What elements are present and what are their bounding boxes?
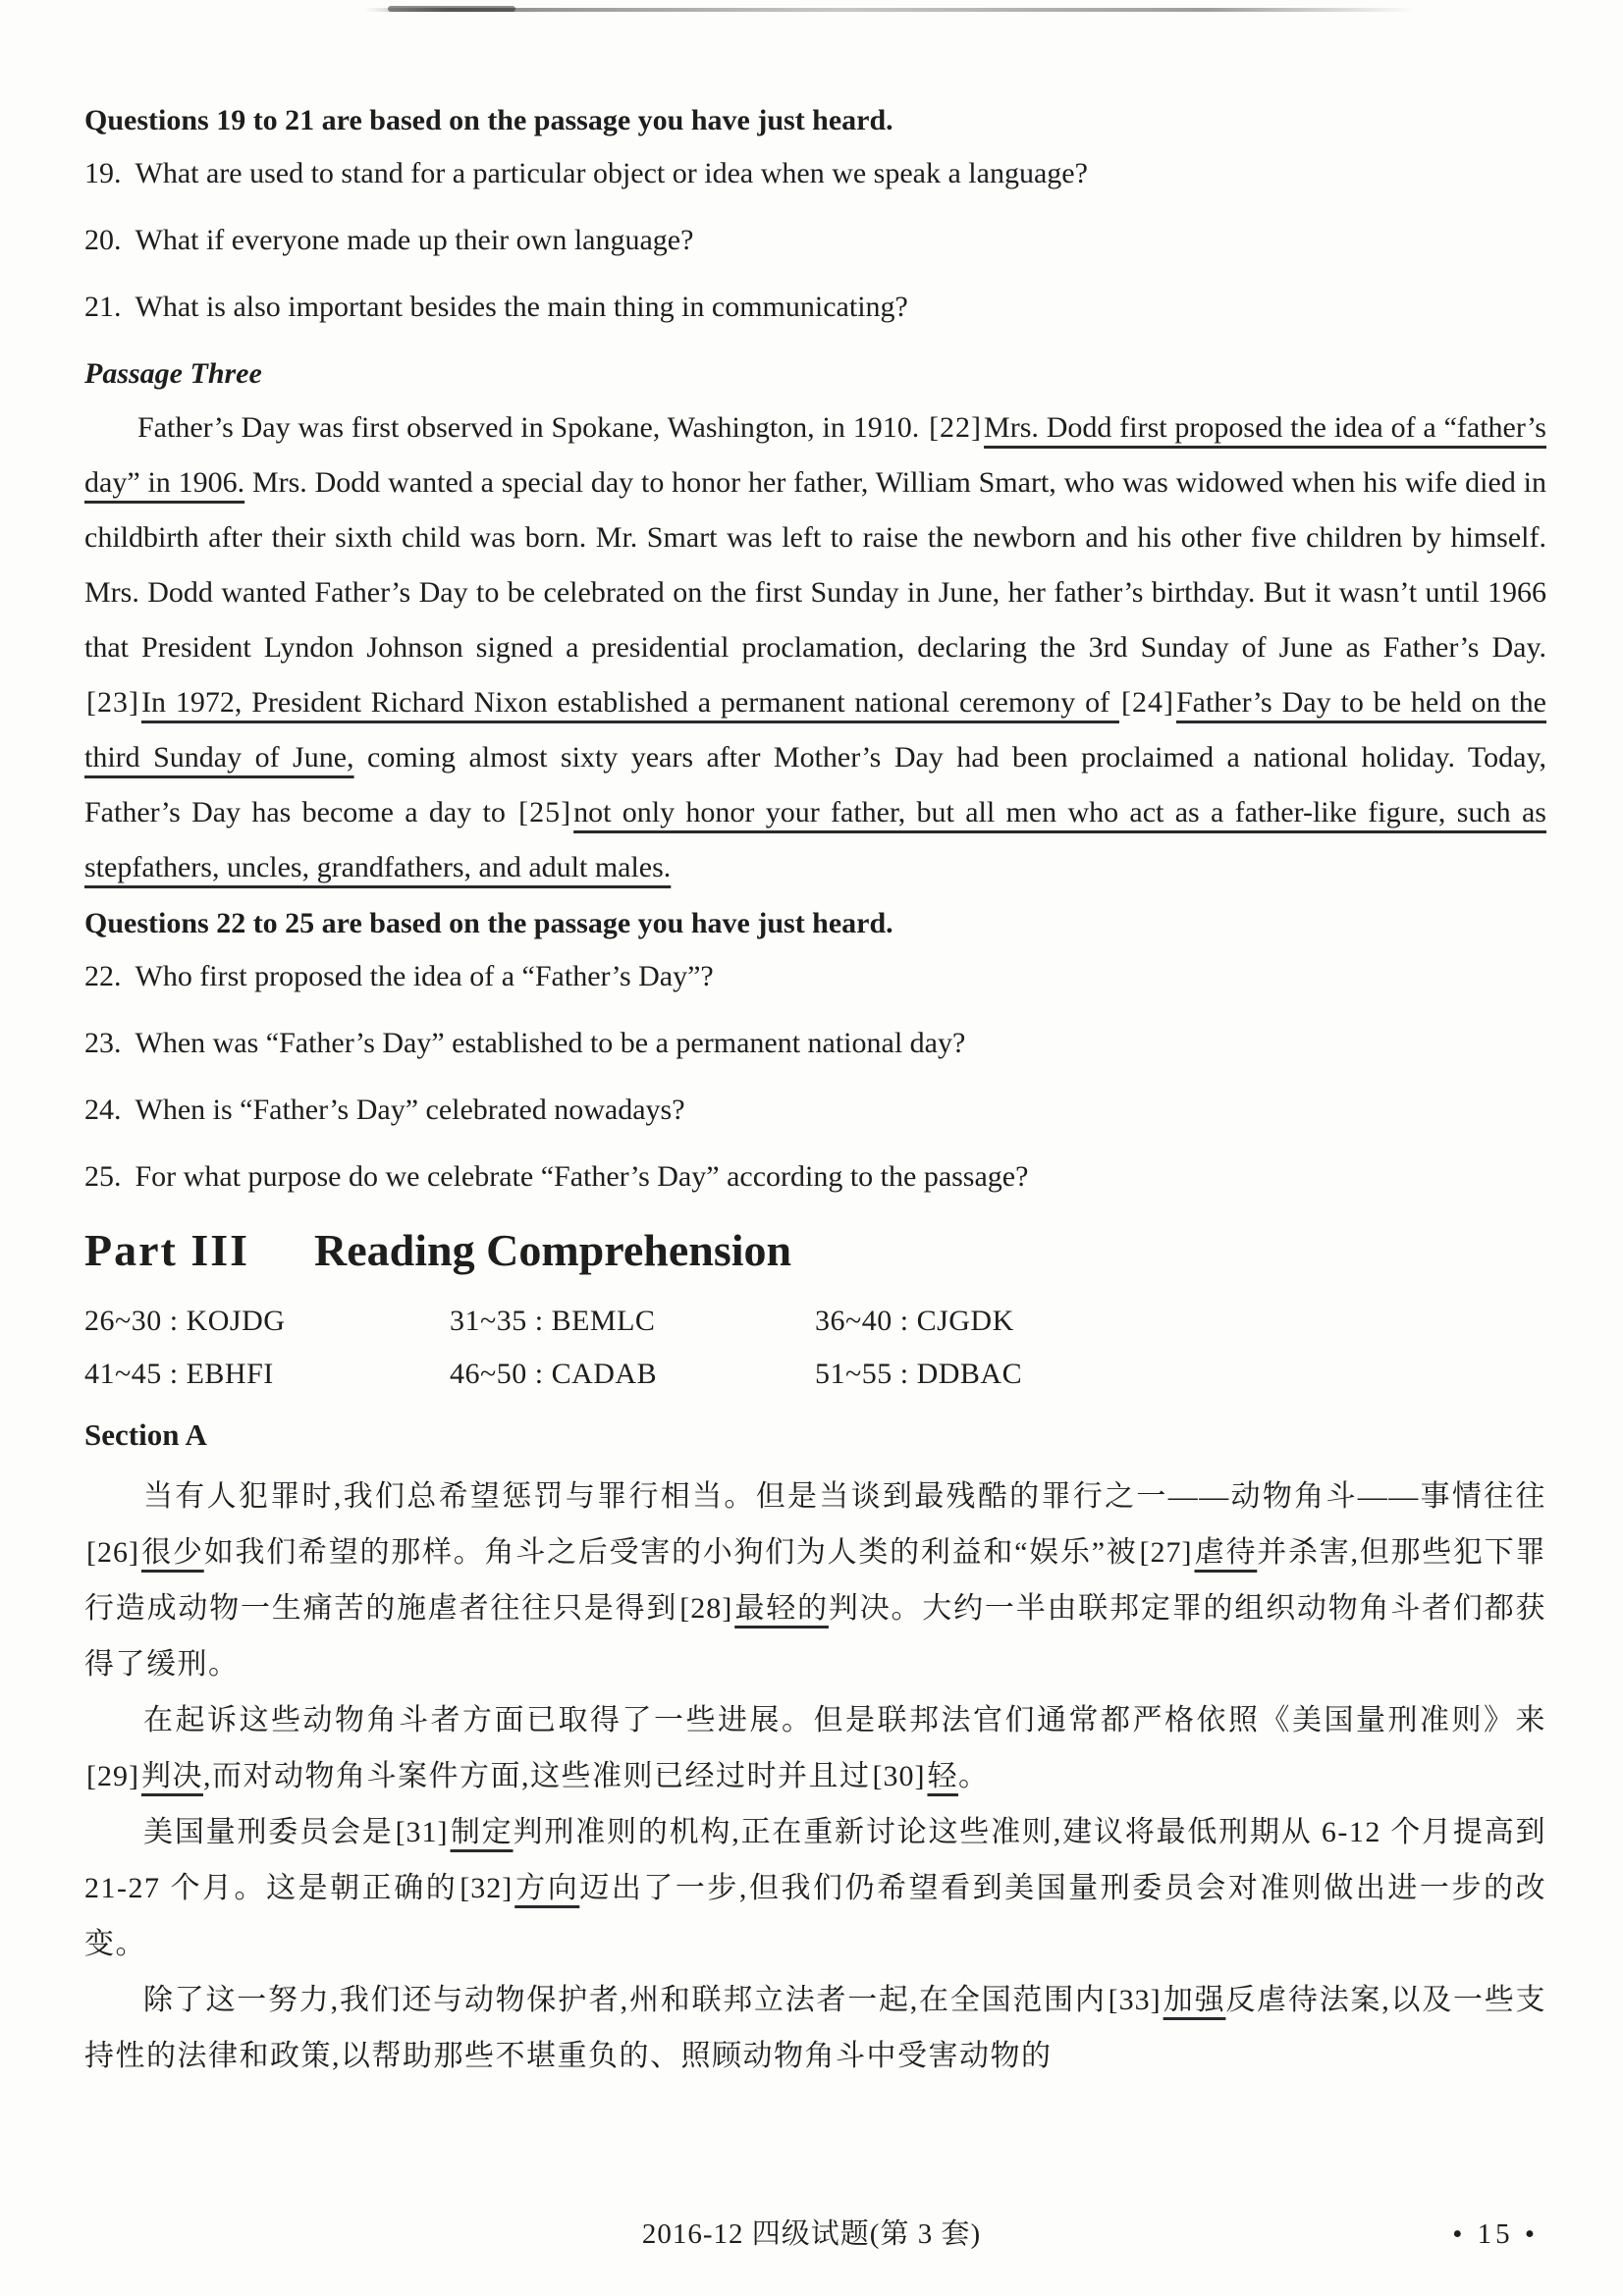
- question-22: [84, 958, 1546, 995]
- answer-key: 46~50 : CADAB: [450, 1358, 658, 1390]
- answer-key-row: [84, 1355, 1546, 1394]
- answer-key: 41~45 : EBHFI: [84, 1358, 274, 1390]
- text-segment: 判决。大约一半由联邦定罪的组织动物角斗者们都获得了缓刑。: [84, 1592, 1547, 1681]
- blank-number: [30]: [872, 1760, 926, 1792]
- footer-title: 2016-12 四级试题(第 3 套): [641, 2218, 982, 2250]
- passage-three-label: Passage Three: [84, 357, 262, 390]
- question-20: [84, 222, 1546, 259]
- answer-key: 26~30 : KOJDG: [84, 1305, 286, 1337]
- underlined-answer: Mrs. Dodd first proposed the idea of a “father’s day” in 1906.: [84, 411, 1546, 499]
- text-segment: 迈出了一步,但我们仍希望看到美国量刑委员会对准则做出进一步的改变。: [84, 1872, 1547, 1960]
- text-segment: 反虐待法案,以及一些支持性的法律和政策,以帮助那些不堪重负的、照顾动物角斗中受害动物的: [84, 1984, 1547, 2072]
- part3-title: [84, 1225, 1546, 1276]
- part3-name: Reading Comprehension: [314, 1225, 792, 1275]
- text-segment: 在起诉这些动物角斗者方面已取得了一些进展。但是联邦法官们通常都严格依照《美国量刑准则》来: [143, 1704, 1546, 1736]
- questions-22-25-heading: Questions 22 to 25 are based on the passage you have just heard.: [84, 907, 893, 939]
- blank-number: [31]: [395, 1816, 449, 1848]
- page-number: • 15 •: [1452, 2218, 1539, 2250]
- question-number: 23.: [84, 1027, 122, 1059]
- underlined-answer: not only honor your father, but all men who act as a father-like figure, such as stepfathers, uncles, grandfathers, and adult males.: [84, 796, 1546, 883]
- text-segment: 除了这一努力,我们还与动物保护者,州和联邦立法者一起,在全国范围内: [143, 1984, 1107, 2016]
- page-footer: [0, 2216, 1623, 2256]
- part3-label: Part III: [84, 1225, 250, 1275]
- blank-number: [28]: [679, 1592, 733, 1625]
- blank-number: [23]: [86, 686, 139, 719]
- blank-number: [26]: [86, 1536, 139, 1569]
- questions-19-21-heading: Questions 19 to 21 are based on the passage you have just heard.: [84, 104, 893, 136]
- question-number: 20.: [84, 224, 122, 256]
- text-segment: 并杀害,但那些犯下罪行造成动物一生痛苦的施虐者往往只是得到: [84, 1536, 1547, 1625]
- text-segment: 。: [957, 1760, 990, 1792]
- question-text: What is also important besides the main thing in communicating?: [135, 291, 908, 323]
- question-number: 25.: [84, 1160, 122, 1193]
- underlined-answer: 判决: [140, 1760, 203, 1792]
- question-24: [84, 1092, 1546, 1129]
- underlined-answer: 加强: [1163, 1984, 1226, 2016]
- text-segment: 判刑准则的机构,正在重新讨论这些准则,建议将最低刑期从 6-12 个月提高到 21-27 个月。这是朝正确的: [84, 1816, 1547, 1904]
- section-a-paragraph: [84, 1468, 1546, 1692]
- question-25: [84, 1158, 1546, 1196]
- text-segment: 当有人犯罪时,我们总希望惩罚与罪行相当。但是当谈到最残酷的罪行之一——动物角斗——事情往往: [143, 1480, 1546, 1513]
- question-number: 22.: [84, 960, 122, 992]
- question-21: [84, 289, 1546, 326]
- answer-key-block: [84, 1302, 1546, 1394]
- question-text: For what purpose do we celebrate “Father’s Day” according to the passage?: [135, 1160, 1029, 1193]
- question-19: [84, 155, 1546, 192]
- blank-number: [33]: [1108, 1984, 1162, 2016]
- underlined-answer: 制定: [450, 1816, 514, 1848]
- underlined-answer: 方向: [514, 1872, 580, 1904]
- underlined-answer: 很少: [140, 1536, 204, 1569]
- page-content: [84, 102, 1546, 2084]
- question-number: 24.: [84, 1094, 122, 1126]
- question-23: [84, 1025, 1546, 1062]
- section-a-label: Section A: [84, 1417, 207, 1452]
- text-segment: ,而对动物角斗案件方面,这些准则已经过时并且过: [202, 1760, 871, 1792]
- text-segment: Father’s Day was first observed in Spokane, Washington, in 1910.: [137, 411, 928, 444]
- answer-key: 31~35 : BEMLC: [450, 1305, 656, 1337]
- section-a-paragraph: [84, 1804, 1546, 1972]
- question-number: 21.: [84, 291, 122, 323]
- text-segment: 美国量刑委员会是: [143, 1816, 394, 1848]
- blank-number: [22]: [929, 411, 983, 444]
- section-a-paragraph: [84, 1972, 1546, 2084]
- question-text: What are used to stand for a particular object or idea when we speak a language?: [135, 157, 1088, 189]
- scan-artifact: [388, 6, 515, 12]
- question-text: Who first proposed the idea of a “Father’s Day”?: [135, 960, 714, 992]
- question-text: When was “Father’s Day” established to be a permanent national day?: [135, 1027, 966, 1059]
- question-text: What if everyone made up their own language?: [135, 224, 694, 256]
- question-text: When is “Father’s Day” celebrated nowadays?: [135, 1094, 685, 1126]
- blank-number: [29]: [86, 1760, 139, 1792]
- text-segment: Mrs. Dodd wanted a special day to honor her father, William Smart, who was widowed when his wife died in childbirth after their sixth child was born. Mr. Smart was left to raise the newborn and his other five children by himself. Mrs. Dodd wanted Father’s Day to be celebrated on the first Sunday in June, her father’s birthday. But it wasn’t until 1966 that President Lyndon Johnson signed a presidential proclamation, declaring the 3rd Sunday of June as Father’s Day.: [84, 466, 1546, 664]
- underlined-answer: 最轻的: [734, 1592, 829, 1625]
- scan-artifact: [365, 8, 1416, 12]
- blank-number: [25]: [518, 796, 572, 828]
- section-a-paragraph: [84, 1692, 1546, 1804]
- blank-number: [27]: [1139, 1536, 1193, 1569]
- answer-key: 51~55 : DDBAC: [815, 1358, 1023, 1390]
- blank-number: [24]: [1120, 686, 1174, 719]
- blank-number: [32]: [460, 1872, 514, 1904]
- underlined-answer: 轻: [927, 1760, 958, 1792]
- answer-key: 36~40 : CJGDK: [815, 1305, 1014, 1337]
- underlined-answer: Father’s Day to be held on the third Sunday of June,: [84, 686, 1546, 774]
- answer-key-row: [84, 1302, 1546, 1341]
- underlined-answer: In 1972, President Richard Nixon established a permanent national ceremony of: [140, 686, 1119, 719]
- underlined-answer: 虐待: [1194, 1536, 1258, 1569]
- question-number: 19.: [84, 157, 122, 189]
- passage-three-text: [84, 400, 1546, 895]
- text-segment: 如我们希望的那样。角斗之后受害的小狗们为人类的利益和“娱乐”被: [203, 1536, 1138, 1569]
- text-segment: coming almost sixty years after Mother’s Day had been proclaimed a national holiday. Today, Father’s Day has become a day to: [84, 741, 1547, 828]
